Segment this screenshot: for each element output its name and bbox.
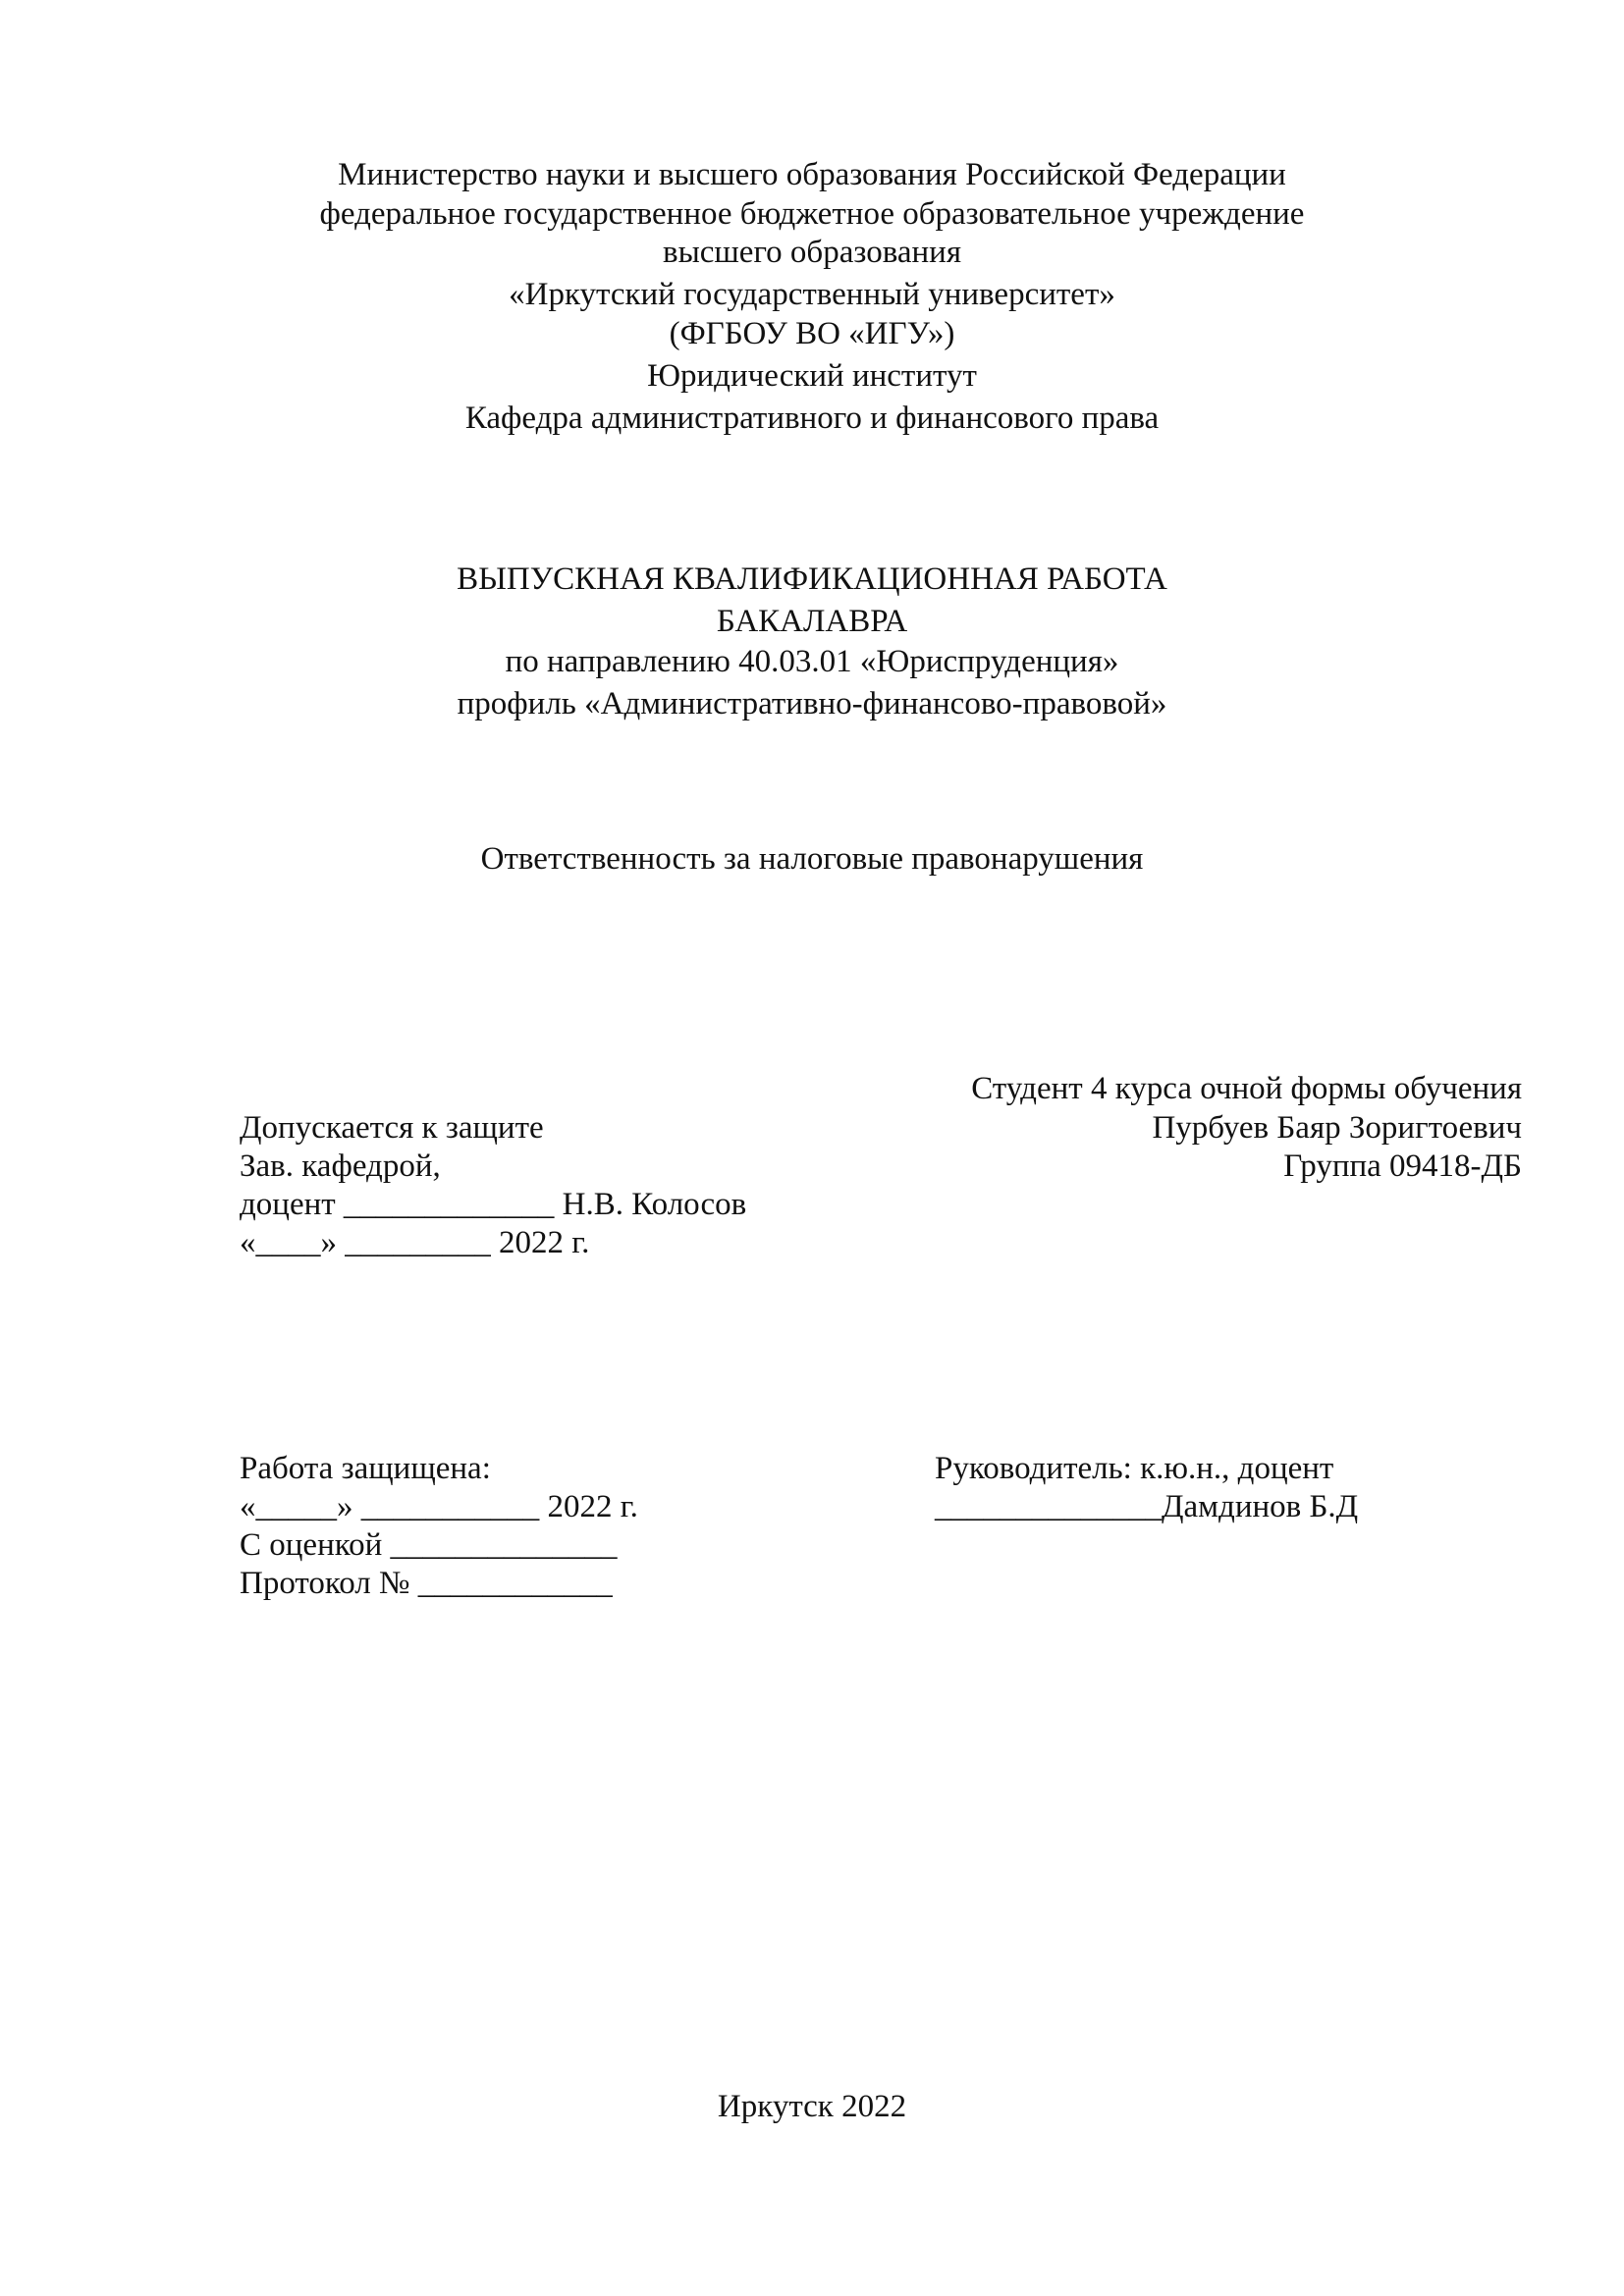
student-group: Группа 09418-ДБ (1283, 1148, 1522, 1184)
university-name-line: «Иркутский государственный университет» (509, 277, 1115, 312)
head-of-department-line: Зав. кафедрой, (240, 1148, 441, 1184)
education-level-line: высшего образования (663, 235, 961, 270)
work-type-title: ВЫПУСКНАЯ КВАЛИФИКАЦИОННАЯ РАБОТА (457, 561, 1167, 597)
admission-date-line: «____» _________ 2022 г. (240, 1225, 590, 1260)
department-line: Кафедра административного и финансового права (464, 400, 1160, 436)
institution-type-line: федеральное государственное бюджетное образовательное учреждение (319, 196, 1305, 232)
city-year: Иркутск 2022 (717, 2089, 907, 2124)
supervisor-signature-line: ______________Дамдинов Б.Д (935, 1489, 1359, 1524)
degree-line: БАКАЛАВРА (716, 604, 908, 639)
supervisor-title-line: Руководитель: к.ю.н., доцент (935, 1451, 1334, 1486)
student-course-line: Студент 4 курса очной формы обучения (971, 1071, 1522, 1106)
defended-line: Работа защищена: (240, 1451, 491, 1486)
protocol-line: Протокол № ____________ (240, 1566, 613, 1601)
student-name: Пурбуев Баяр Зоригтоевич (1152, 1110, 1522, 1146)
institute-line: Юридический институт (647, 358, 977, 394)
defense-date-line: «_____» ___________ 2022 г. (240, 1489, 638, 1524)
direction-line: по направлению 40.03.01 «Юриспруденция» (505, 644, 1119, 679)
university-abbr-line: (ФГБОУ ВО «ИГУ») (669, 316, 955, 351)
admission-line: Допускается к защите (240, 1110, 544, 1146)
profile-line: профиль «Административно-финансово-правовой» (457, 686, 1167, 721)
thesis-topic: Ответственность за налоговые правонарушения (480, 841, 1144, 877)
head-signature-line: доцент _____________ Н.В. Колосов (240, 1187, 747, 1222)
ministry-line: Министерство науки и высшего образования Российской Федерации (338, 157, 1286, 192)
grade-line: С оценкой ______________ (240, 1527, 618, 1563)
